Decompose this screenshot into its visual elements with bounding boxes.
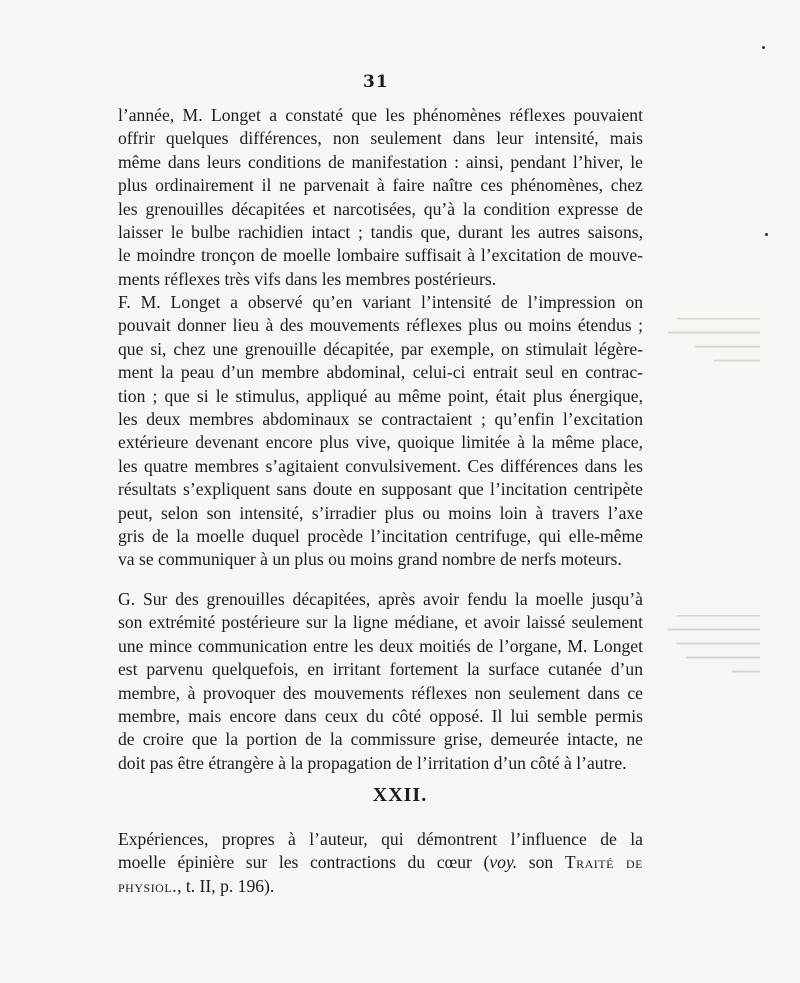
text-line: tion ; que si le stimulus, appliqué au même point, était plus énergique,	[118, 385, 643, 406]
text-line: F. M. Longet a observé qu’en variant l’intensité de l’impression on	[118, 292, 643, 312]
text-line: les grenouilles décapitées et narcotisées, qu’à la condition expresse de	[118, 198, 643, 219]
text-line: le moindre tronçon de moelle lombaire suffisait à l’excitation de mouve-	[118, 245, 643, 266]
text-line: son extrémité postérieure sur la ligne médiane, et avoir laissé seulement	[118, 612, 643, 633]
treatise-title-cont: physiol.	[118, 875, 178, 896]
text-line: de croire que la portion de la commissure grise, demeurée intacte, ne	[118, 729, 643, 750]
section-line-2-text: moelle épinière sur les contractions du cœur (	[118, 852, 490, 873]
text-line: même dans leurs conditions de manifestation : ainsi, pendant l’hiver, le	[118, 151, 643, 172]
text-line: doit pas être étrangère à la propagation de l’irritation d’un côté à l’autre.	[118, 752, 627, 773]
text-line: G. Sur des grenouilles décapitées, après avoir fendu la moelle jusqu’à	[118, 589, 643, 609]
section-heading: XXII.	[372, 784, 428, 806]
section-line-3	[118, 875, 643, 898]
text-line: gris de la moelle duquel procède l’incitation centrifuge, qui elle-même	[118, 526, 643, 547]
text-line: extérieure devenant encore plus vive, quoique limitée à la même place,	[118, 432, 643, 453]
page-speck	[762, 46, 765, 49]
section-paragraph	[118, 828, 643, 898]
section-line-3-text: , t. II, p. 196).	[177, 875, 275, 896]
page-number: 31	[363, 72, 389, 92]
text-line: laisser le bulbe rachidien intact ; tandis que, durant les autres saisons,	[118, 222, 643, 243]
section-line-2	[118, 851, 643, 874]
text-line: ments réflexes très vifs dans les membres postérieurs.	[118, 268, 497, 289]
text-line: que si, chez une grenouille décapitée, par exemple, on stimulait légère-	[118, 338, 643, 359]
treatise-title: Traité de	[564, 852, 643, 873]
bleed-through-text: ▔▔▔▔▔▔▔▔▔ ▔▔▔▔▔▔▔▔▔▔ ▔▔▔▔▔▔▔ ▔▔▔▔▔	[667, 318, 760, 374]
bleed-through-text: ▔▔▔▔▔▔▔▔▔ ▔▔▔▔▔▔▔▔▔▔ ▔▔▔▔▔▔▔▔▔ ▔▔▔▔▔▔▔▔ ▔▔▔	[667, 615, 760, 685]
text-line: une mince communication entre les deux moitiés de l’organe, M. Longet	[118, 635, 643, 656]
section-line-2-mid: son	[517, 852, 565, 873]
text-line: plus ordinairement il ne parvenait à faire naître ces phénomènes, chez	[118, 175, 643, 196]
text-line: membre, mais encore dans ceux du côté opposé. Il lui semble permis	[118, 706, 643, 727]
text-line: offrir quelques différences, non seulement dans leur intensité, mais	[118, 128, 643, 149]
text-line: pouvait donner lieu à des mouvements réflexes plus ou moins étendus ;	[118, 315, 643, 336]
paragraph-3	[118, 588, 643, 775]
text-line: est parvenu quelquefois, en irritant fortement la surface cutanée d’un	[118, 659, 643, 680]
text-line: résultats s’expliquent sans doute en supposant que l’incitation centripète	[118, 479, 643, 500]
section-line-1: Expériences, propres à l’auteur, qui démontrent l’influence de la	[118, 829, 643, 849]
voy-abbreviation: voy.	[489, 852, 518, 873]
text-line: membre, à provoquer des mouvements réflexes non seulement dans ce	[118, 682, 643, 703]
page-speck	[765, 233, 768, 236]
text-line: peut, selon son intensité, s’irradier plus ou moins loin à travers l’axe	[118, 502, 643, 523]
text-line: les deux membres abdominaux se contractaient ; qu’enfin l’excitation	[118, 409, 643, 430]
paragraph-1	[118, 104, 643, 291]
text-line: l’année, M. Longet a constaté que les phénomènes réflexes pouvaient	[118, 105, 643, 125]
text-line: les quatre membres s’agitaient convulsivement. Ces différences dans les	[118, 455, 643, 476]
paragraph-2	[118, 291, 643, 572]
text-line: ment la peau d’un membre abdominal, celui-ci entrait seul en contrac-	[118, 362, 643, 383]
text-line: va se communiquer à un plus ou moins grand nombre de nerfs moteurs.	[118, 549, 622, 570]
